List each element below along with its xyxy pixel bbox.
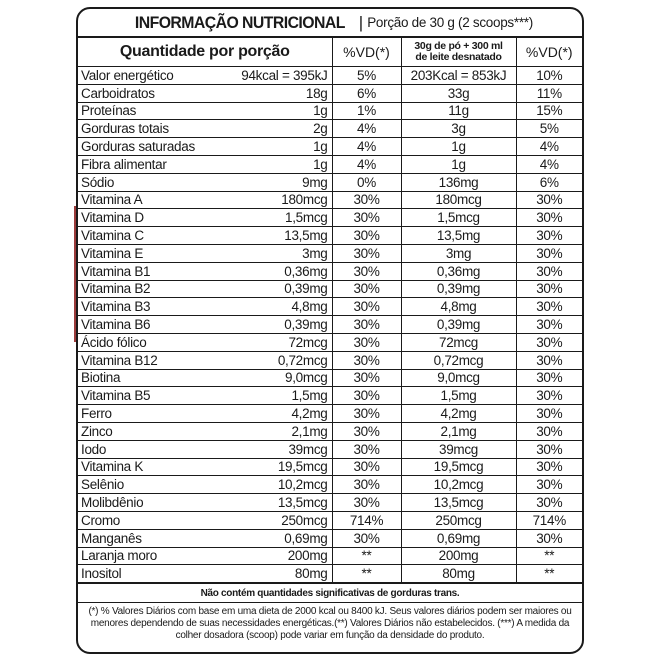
nutrient-cell <box>78 494 332 512</box>
nutrient-mix-amount: 200mg <box>401 547 516 565</box>
nutrient-name: Selênio <box>81 477 124 493</box>
nutrient-name: Sódio <box>81 174 115 190</box>
nutrient-mix-vd: 30% <box>516 333 582 351</box>
nutrient-mix-amount: 1g <box>401 138 516 156</box>
nutrient-cell-content <box>81 157 328 172</box>
nutrient-row <box>78 67 582 85</box>
nutrient-row <box>78 191 582 209</box>
nutrient-mix-amount: 10,2mcg <box>401 476 516 494</box>
nutrient-cell-content <box>81 281 328 296</box>
nutrient-mix-vd: 30% <box>516 494 582 512</box>
nutrient-amount: 180mcg <box>281 192 328 208</box>
nutrient-cell-content <box>81 103 328 118</box>
trans-fat-statement: Não contém quantidades significativas de gorduras trans. <box>78 583 582 602</box>
nutrient-row <box>78 405 582 423</box>
nutrient-mix-vd: 30% <box>516 422 582 440</box>
nutrient-mix-vd: 30% <box>516 387 582 405</box>
nutrient-name: Ferro <box>81 406 112 422</box>
portion-size: Porção de 30 g (2 scoops***) <box>367 15 533 30</box>
nutrient-mix-vd: 30% <box>516 191 582 209</box>
nutrient-cell <box>78 84 332 102</box>
nutrient-mix-vd: 30% <box>516 405 582 423</box>
nutrient-mix-vd: 30% <box>516 458 582 476</box>
nutrient-vd: 1% <box>332 102 401 120</box>
nutrient-mix-vd: 4% <box>516 155 582 173</box>
nutrient-cell-content <box>81 442 328 457</box>
nutrient-vd: 30% <box>332 440 401 458</box>
column-header-row <box>78 38 582 67</box>
nutrient-row <box>78 387 582 405</box>
nutrient-amount: 94kcal = 395kJ <box>241 67 328 83</box>
nutrient-rows <box>78 67 582 583</box>
nutrient-cell-content <box>81 459 328 474</box>
nutrient-vd: 30% <box>332 422 401 440</box>
nutrient-row <box>78 244 582 262</box>
nutrient-name: Ácido fólico <box>81 334 147 350</box>
nutrient-cell <box>78 405 332 423</box>
nutrient-cell <box>78 280 332 298</box>
nutrient-vd: 0% <box>332 173 401 191</box>
nutrient-amount: 0,69mg <box>284 530 328 546</box>
nutrient-row <box>78 458 582 476</box>
nutrient-name: Molibdênio <box>81 495 144 511</box>
nutrient-vd: 30% <box>332 209 401 227</box>
nutrient-name: Inositol <box>81 566 122 582</box>
nutrient-row <box>78 476 582 494</box>
nutrient-row <box>78 333 582 351</box>
nutrient-mix-vd: 11% <box>516 84 582 102</box>
nutrient-vd: 4% <box>332 155 401 173</box>
column-header-mix-line2: de leite desnatado <box>415 51 502 63</box>
nutrient-vd: 4% <box>332 120 401 138</box>
nutrient-vd: 30% <box>332 369 401 387</box>
nutrient-cell-content <box>81 388 328 403</box>
nutrient-mix-amount: 80mg <box>401 565 516 583</box>
nutrient-amount: 0,39mg <box>284 281 328 297</box>
nutrient-cell <box>78 244 332 262</box>
nutrient-amount: 13,5mcg <box>277 495 328 511</box>
nutrient-cell <box>78 529 332 547</box>
nutrient-row <box>78 547 582 565</box>
nutrient-cell <box>78 476 332 494</box>
nutrient-cell-content <box>81 548 328 563</box>
nutrient-mix-amount: 0,69mg <box>401 529 516 547</box>
nutrient-mix-amount: 250mcg <box>401 511 516 529</box>
nutrient-row <box>78 209 582 227</box>
nutrient-cell <box>78 173 332 191</box>
nutrient-cell-content <box>81 531 328 546</box>
column-header-quantity: Quantidade por porção <box>78 38 332 67</box>
nutrient-row <box>78 155 582 173</box>
nutrient-vd: 30% <box>332 191 401 209</box>
nutrient-mix-amount: 1g <box>401 155 516 173</box>
nutrient-vd: 4% <box>332 138 401 156</box>
nutrient-mix-vd: ** <box>516 565 582 583</box>
nutrient-mix-vd: 714% <box>516 511 582 529</box>
nutrient-mix-vd: 30% <box>516 351 582 369</box>
nutrient-amount: 13,5mg <box>284 228 328 244</box>
nutrient-mix-vd: 15% <box>516 102 582 120</box>
column-header-mix-line1: 30g de pó + 300 ml <box>414 40 503 52</box>
nutrient-row <box>78 298 582 316</box>
nutrient-row <box>78 529 582 547</box>
nutrient-cell-content <box>81 175 328 190</box>
nutrient-mix-amount: 72mcg <box>401 333 516 351</box>
nutrient-mix-amount: 2,1mg <box>401 422 516 440</box>
nutrient-cell-content <box>81 513 328 528</box>
nutrient-mix-amount: 0,36mg <box>401 262 516 280</box>
nutrient-name: Vitamina A <box>81 192 143 208</box>
nutrient-mix-vd: 30% <box>516 280 582 298</box>
nutrient-mix-amount: 136mg <box>401 173 516 191</box>
nutrient-cell <box>78 387 332 405</box>
nutrient-name: Cromo <box>81 512 121 528</box>
nutrient-vd: 30% <box>332 387 401 405</box>
nutrient-mix-amount: 9,0mcg <box>401 369 516 387</box>
nutrient-row <box>78 138 582 156</box>
nutrient-cell <box>78 351 332 369</box>
nutrient-mix-amount: 13,5mg <box>401 227 516 245</box>
nutrient-amount: 2g <box>313 121 328 137</box>
nutrient-cell <box>78 422 332 440</box>
nutrient-vd: 5% <box>332 67 401 85</box>
nutrient-name: Zinco <box>81 423 113 439</box>
nutrient-row <box>78 316 582 334</box>
nutrient-vd: 30% <box>332 316 401 334</box>
nutrient-cell-content <box>81 406 328 421</box>
nutrition-title: INFORMAÇÃO NUTRICIONAL <box>134 12 345 32</box>
nutrient-cell-content <box>81 353 328 368</box>
nutrient-cell-content <box>81 86 328 101</box>
nutrient-vd: 30% <box>332 262 401 280</box>
nutrient-vd: 30% <box>332 476 401 494</box>
nutrient-amount: 4,2mg <box>291 406 328 422</box>
nutrient-amount: 1g <box>313 156 328 172</box>
nutrient-mix-vd: ** <box>516 547 582 565</box>
nutrient-row <box>78 280 582 298</box>
column-header-vd: %VD(*) <box>332 38 401 67</box>
nutrient-amount: 80mg <box>294 566 328 582</box>
nutrient-mix-amount: 13,5mcg <box>401 494 516 512</box>
nutrient-mix-amount: 33g <box>401 84 516 102</box>
nutrient-vd: ** <box>332 547 401 565</box>
nutrient-cell <box>78 547 332 565</box>
nutrient-row <box>78 351 582 369</box>
nutrient-name: Proteínas <box>81 103 137 119</box>
nutrient-cell <box>78 138 332 156</box>
nutrient-mix-vd: 10% <box>516 67 582 85</box>
nutrient-vd: 30% <box>332 529 401 547</box>
nutrient-mix-amount: 4,2mg <box>401 405 516 423</box>
nutrient-row <box>78 565 582 583</box>
title-separator: | <box>358 12 364 32</box>
column-header-mix <box>401 38 516 67</box>
nutrition-title-row <box>78 9 582 38</box>
nutrient-amount: 9,0mcg <box>285 370 328 386</box>
nutrient-mix-amount: 1,5mg <box>401 387 516 405</box>
nutrient-cell-content <box>81 210 328 225</box>
nutrient-cell <box>78 369 332 387</box>
nutrient-cell <box>78 209 332 227</box>
nutrient-vd: 30% <box>332 494 401 512</box>
nutrient-cell <box>78 102 332 120</box>
footnote: (*) % Valores Diários com base em uma dieta de 2000 kcal ou 8400 kJ. Seus valores diários podem ser maiores ou menores dependendo de suas necessidades energéticas.(**) Valores Diários não estabelecidos. (***) A medida da colher dosadora (scoop) pode variar em função da densidade do produto. <box>78 602 582 642</box>
nutrient-mix-vd: 5% <box>516 120 582 138</box>
nutrient-mix-amount: 3g <box>401 120 516 138</box>
nutrient-name: Vitamina B3 <box>81 299 151 315</box>
nutrient-name: Vitamina B2 <box>81 281 151 297</box>
nutrient-cell-content <box>81 192 328 207</box>
nutrient-vd: 30% <box>332 298 401 316</box>
nutrient-mix-amount: 1,5mcg <box>401 209 516 227</box>
nutrient-name: Vitamina K <box>81 459 144 475</box>
nutrient-name: Laranja moro <box>81 548 157 564</box>
nutrient-amount: 19,5mcg <box>277 459 328 475</box>
nutrient-name: Vitamina D <box>81 210 144 226</box>
nutrient-mix-amount: 0,39mg <box>401 316 516 334</box>
nutrient-cell <box>78 298 332 316</box>
nutrient-name: Vitamina B12 <box>81 352 158 368</box>
nutrient-cell <box>78 333 332 351</box>
nutrient-mix-vd: 4% <box>516 138 582 156</box>
nutrient-vd: 30% <box>332 405 401 423</box>
nutrient-row <box>78 120 582 138</box>
nutrient-cell-content <box>81 370 328 385</box>
nutrient-vd: 30% <box>332 227 401 245</box>
nutrient-row <box>78 262 582 280</box>
nutrient-name: Vitamina B6 <box>81 317 151 333</box>
nutrient-mix-vd: 6% <box>516 173 582 191</box>
nutrient-amount: 200mg <box>287 548 328 564</box>
nutrient-cell-content <box>81 228 328 243</box>
nutrient-row <box>78 369 582 387</box>
nutrient-cell-content <box>81 68 328 83</box>
nutrient-mix-vd: 30% <box>516 262 582 280</box>
nutrient-amount: 1g <box>313 103 328 119</box>
nutrient-amount: 1g <box>313 139 328 155</box>
nutrient-cell <box>78 262 332 280</box>
nutrient-vd: 30% <box>332 458 401 476</box>
nutrient-cell <box>78 511 332 529</box>
nutrient-mix-vd: 30% <box>516 227 582 245</box>
nutrient-amount: 0,72mcg <box>277 352 328 368</box>
nutrient-name: Gorduras saturadas <box>81 139 195 155</box>
nutrient-vd: 6% <box>332 84 401 102</box>
nutrient-mix-vd: 30% <box>516 476 582 494</box>
nutrient-mix-amount: 39mcg <box>401 440 516 458</box>
nutrient-name: Iodo <box>81 441 107 457</box>
nutrient-vd: 30% <box>332 351 401 369</box>
nutrient-cell <box>78 120 332 138</box>
nutrient-mix-vd: 30% <box>516 209 582 227</box>
nutrient-mix-amount: 4,8mg <box>401 298 516 316</box>
nutrient-vd: 30% <box>332 244 401 262</box>
nutrient-name: Fibra alimentar <box>81 156 167 172</box>
nutrient-row <box>78 227 582 245</box>
nutrient-amount: 18g <box>305 85 328 101</box>
nutrition-facts-panel <box>76 7 584 654</box>
nutrient-vd: 30% <box>332 280 401 298</box>
nutrient-name: Carboidratos <box>81 85 155 101</box>
nutrient-amount: 0,36mg <box>284 263 328 279</box>
nutrient-amount: 72mcg <box>288 334 328 350</box>
nutrient-mix-vd: 30% <box>516 440 582 458</box>
nutrient-mix-vd: 30% <box>516 316 582 334</box>
nutrient-amount: 10,2mcg <box>277 477 328 493</box>
nutrient-cell <box>78 316 332 334</box>
nutrient-name: Gorduras totais <box>81 121 169 137</box>
nutrient-mix-amount: 203Kcal = 853kJ <box>401 67 516 85</box>
nutrient-row <box>78 511 582 529</box>
nutrient-name: Vitamina C <box>81 228 144 244</box>
nutrient-mix-amount: 11g <box>401 102 516 120</box>
nutrient-cell <box>78 565 332 583</box>
nutrient-amount: 1,5mcg <box>285 210 328 226</box>
nutrient-cell <box>78 440 332 458</box>
nutrient-name: Valor energético <box>81 67 174 83</box>
nutrient-mix-vd: 30% <box>516 244 582 262</box>
nutrient-amount: 2,1mg <box>291 423 328 439</box>
nutrient-amount: 250mcg <box>281 512 328 528</box>
nutrient-vd: ** <box>332 565 401 583</box>
nutrient-row <box>78 494 582 512</box>
nutrient-cell-content <box>81 335 328 350</box>
nutrient-cell-content <box>81 246 328 261</box>
nutrient-mix-amount: 3mg <box>401 244 516 262</box>
nutrient-amount: 3mg <box>302 245 328 261</box>
nutrient-cell-content <box>81 495 328 510</box>
nutrient-amount: 0,39mg <box>284 317 328 333</box>
column-header-mix-vd: %VD(*) <box>516 38 582 67</box>
nutrient-row <box>78 84 582 102</box>
nutrient-row <box>78 422 582 440</box>
nutrition-table <box>78 38 582 583</box>
nutrient-cell <box>78 155 332 173</box>
nutrient-cell-content <box>81 424 328 439</box>
nutrient-name: Manganês <box>81 530 142 546</box>
nutrient-name: Biotina <box>81 370 121 386</box>
nutrient-name: Vitamina B5 <box>81 388 151 404</box>
nutrient-cell-content <box>81 264 328 279</box>
nutrient-vd: 714% <box>332 511 401 529</box>
nutrient-cell-content <box>81 121 328 136</box>
nutrient-amount: 39mcg <box>288 441 328 457</box>
nutrient-cell-content <box>81 317 328 332</box>
nutrient-mix-vd: 30% <box>516 369 582 387</box>
nutrient-cell <box>78 67 332 85</box>
nutrient-row <box>78 102 582 120</box>
nutrient-cell-content <box>81 477 328 492</box>
nutrient-row <box>78 440 582 458</box>
nutrient-mix-amount: 19,5mcg <box>401 458 516 476</box>
nutrient-cell <box>78 227 332 245</box>
nutrient-amount: 4,8mg <box>291 299 328 315</box>
nutrient-cell-content <box>81 139 328 154</box>
nutrient-row <box>78 173 582 191</box>
nutrient-mix-vd: 30% <box>516 298 582 316</box>
nutrient-mix-vd: 30% <box>516 529 582 547</box>
nutrient-amount: 1,5mg <box>291 388 328 404</box>
nutrient-cell <box>78 458 332 476</box>
nutrient-amount: 9mg <box>302 174 328 190</box>
nutrient-cell <box>78 191 332 209</box>
nutrient-vd: 30% <box>332 333 401 351</box>
nutrient-name: Vitamina E <box>81 245 144 261</box>
nutrient-mix-amount: 180mcg <box>401 191 516 209</box>
nutrient-name: Vitamina B1 <box>81 263 151 279</box>
nutrient-mix-amount: 0,72mcg <box>401 351 516 369</box>
nutrient-cell-content <box>81 566 328 581</box>
nutrient-cell-content <box>81 299 328 314</box>
nutrient-mix-amount: 0,39mg <box>401 280 516 298</box>
